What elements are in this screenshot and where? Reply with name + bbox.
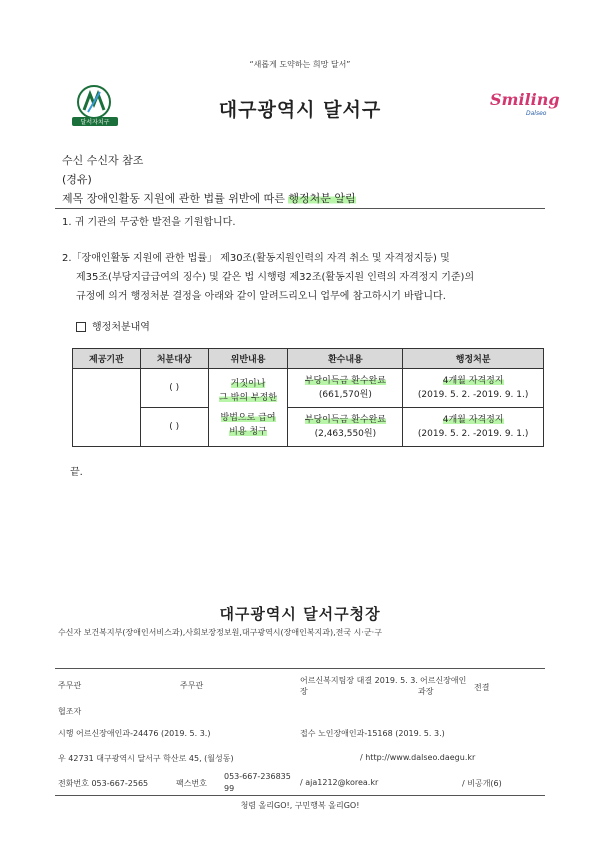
paragraph-2-line-2: 제35조(부당지급급여의 징수) 및 같은 법 시행령 제32조(활동지원 인력의 자격정지 기준)의 xyxy=(76,272,475,283)
fax-label: 팩스번호 xyxy=(176,779,207,788)
sanction-period: (2019. 5. 2. -2019. 9. 1.) xyxy=(417,429,529,439)
disclosure-status: / 비공개(6) xyxy=(462,779,502,788)
recipient-line: 수신 수신자 참조 xyxy=(62,154,144,167)
approval-note: 어르신복지팀장 대결 2019. 5. 3. xyxy=(300,676,418,685)
sanction-type: 4개월 자격정지 xyxy=(442,376,504,386)
end-mark: 끝. xyxy=(70,467,83,478)
phone-number: 전화번호 053-667-2565 xyxy=(58,779,149,788)
header-refund: 환수내용 xyxy=(288,349,403,369)
recipients-list: 수신자 보건복지부(장애인서비스과),사회보장정보원,대구광역시(장애인복지과),전국 시·군·구 xyxy=(58,628,382,637)
refund-status: 부당이득금 환수완료 xyxy=(304,415,386,425)
section-heading xyxy=(76,318,150,337)
subject-text: 제목 장애인활동 지원에 관한 법률 위반에 따른 xyxy=(62,192,289,205)
smiling-brand-sub: Dalseo xyxy=(526,110,547,117)
subject-divider xyxy=(55,208,545,209)
paragraph-1: 1. 귀 기관의 무궁한 발전을 기원합니다. xyxy=(62,217,236,228)
paragraph-2-line-3: 규정에 의거 행정처분 결정을 아래와 같이 알려드리오니 업무에 참고하시기 바랍니다. xyxy=(76,291,446,302)
violation-line-2: 그 밖의 부정한 xyxy=(219,392,277,403)
provider-cell xyxy=(73,369,141,447)
approver-dept-2: 과장 xyxy=(418,687,434,696)
header-target: 처분대상 xyxy=(140,349,208,369)
table-row xyxy=(73,369,544,408)
refund-cell xyxy=(288,369,403,408)
approval-divider-top xyxy=(55,668,545,669)
fax-number: 053-667-236835 xyxy=(224,772,291,781)
approver-dept: 어르신장애인 xyxy=(420,676,467,685)
sanction-type: 4개월 자격정지 xyxy=(442,415,504,425)
section-heading-text: 행정처분내역 xyxy=(92,322,150,333)
logo-caption: 달서자치구 xyxy=(72,117,118,126)
subject-highlight: 행정처분 알림 xyxy=(288,192,356,205)
sanction-cell xyxy=(403,369,544,408)
approval-divider-bottom xyxy=(55,795,545,796)
violation-line-4: 비용 청구 xyxy=(229,426,267,437)
table-header-row xyxy=(73,349,544,369)
target-cell: ( ) xyxy=(140,408,208,447)
approval-note-2: 장 xyxy=(300,687,308,696)
subject-line xyxy=(62,190,356,206)
refund-amount: (661,570원) xyxy=(318,390,372,400)
slogan: “새롭게 도약하는 희망 달서” xyxy=(249,60,351,69)
target-cell: ( ) xyxy=(140,369,208,408)
refund-amount: (2,463,550원) xyxy=(314,429,377,439)
motto: 청렴 올리GO!, 구민행복 올리GO! xyxy=(240,801,360,810)
receipt-number: 접수 노인장애인과-15168 (2019. 5. 3.) xyxy=(300,729,445,738)
table-row xyxy=(73,408,544,447)
header-provider: 제공기관 xyxy=(73,349,141,369)
drafter-label: 주무관 xyxy=(58,681,82,690)
sanction-cell xyxy=(403,408,544,447)
org-title: 대구광역시 달서구 xyxy=(218,99,382,121)
issuer-title: 대구광역시 달서구청장 xyxy=(219,605,381,623)
sanction-table xyxy=(72,348,544,447)
approver-role: 전결 xyxy=(474,683,490,692)
reviewer-label: 주무관 xyxy=(180,681,204,690)
paragraph-2-line-1: 2.「장애인활동 지원에 관한 법률」 제30조(활동지원인력의 자격 취소 및 자격정지등) 및 xyxy=(62,253,450,264)
refund-status: 부당이득금 환수완료 xyxy=(304,376,386,386)
violation-line-3: 방법으로 급여 xyxy=(220,412,276,423)
enforcement-number: 시행 어르신장애인과-24476 (2019. 5. 3.) xyxy=(58,729,211,738)
sanction-period: (2019. 5. 2. -2019. 9. 1.) xyxy=(417,390,529,400)
violation-cell xyxy=(208,369,288,447)
via-line: (경유) xyxy=(62,173,92,186)
cooperator-label: 협조자 xyxy=(58,707,82,716)
homepage-url: / http://www.dalseo.daegu.kr xyxy=(360,753,476,762)
postal-address: 우 42731 대구광역시 달서구 학산로 45, (월성동) xyxy=(58,754,234,763)
smiling-brand-logo: Smiling xyxy=(490,90,560,109)
email-address: / aja1212@korea.kr xyxy=(300,778,379,787)
fax-number-cont: 99 xyxy=(224,784,235,793)
header-violation: 위반내용 xyxy=(208,349,288,369)
violation-line-1: 거짓이나 xyxy=(230,378,266,389)
checkbox-icon xyxy=(76,322,86,332)
refund-cell xyxy=(288,408,403,447)
header-sanction: 행정처분 xyxy=(403,349,544,369)
